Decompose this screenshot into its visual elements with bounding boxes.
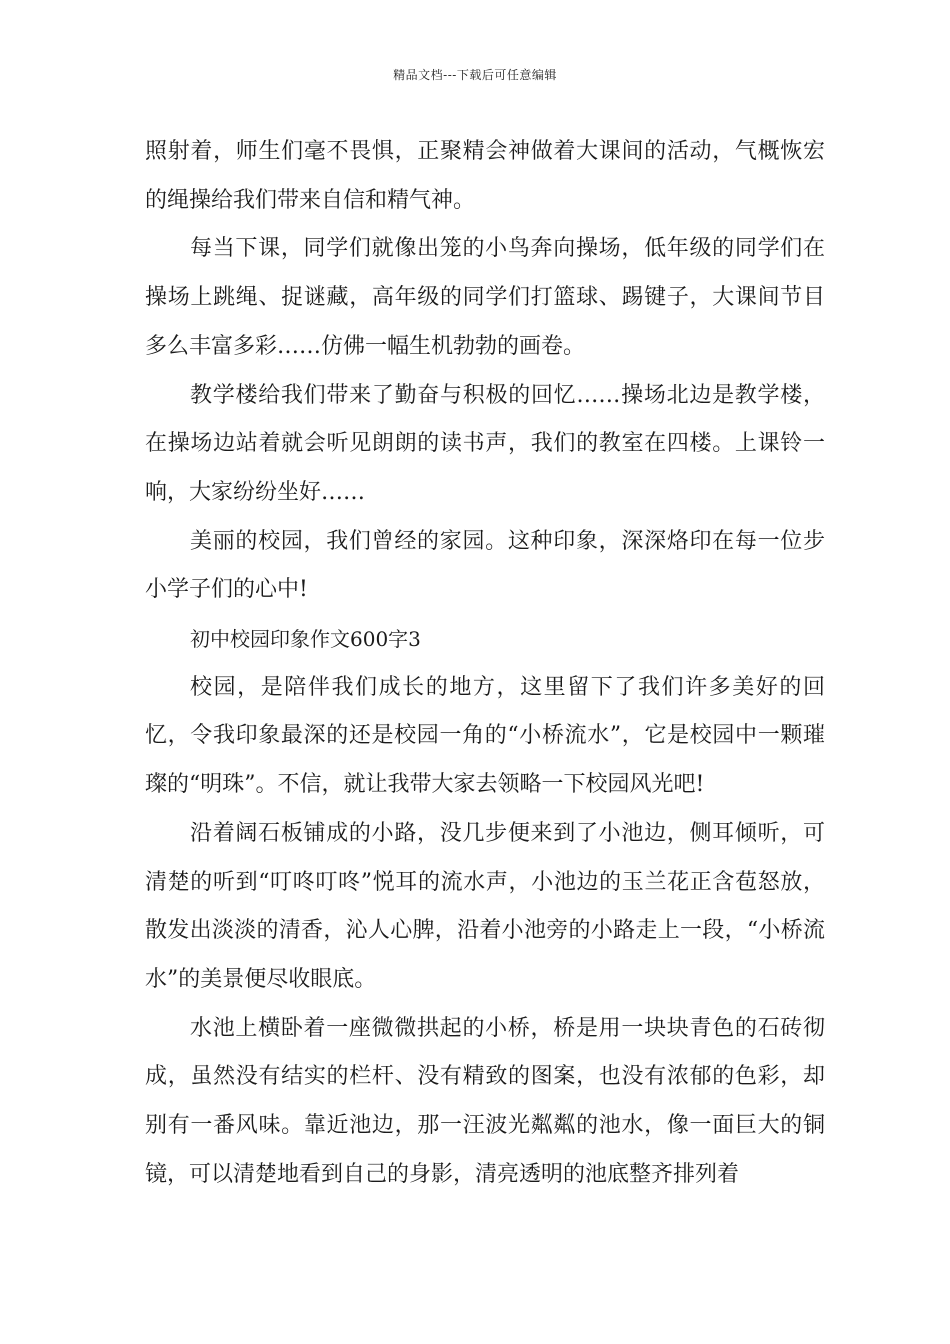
paragraph-intro: 校园，是陪伴我们成长的地方，这里留下了我们许多美好的回忆，令我印象最深的还是校园一角的“小桥流水”，它是校园中一颗璀璨的“明珠”。不信，就让我带大家去领略一下校园风光吧! bbox=[145, 674, 825, 798]
paragraph-conclusion: 美丽的校园，我们曾经的家园。这种印象，深深烙印在每一位步小学子们的心中! bbox=[145, 528, 825, 603]
paragraph-teaching-building: 教学楼给我们带来了勤奋与积极的回忆……操场北边是教学楼，在操场边站着就会听见朗朗的读书声，我们的教室在四楼。上课铃一响，大家纷纷坐好…… bbox=[145, 382, 825, 505]
paragraph-path: 沿着阔石板铺成的小路，没几步便来到了小池边，侧耳倾听，可清楚的听到“叮咚叮咚”悦耳的流水声，小池边的玉兰花正含苞怒放，散发出淡淡的清香，沁人心脾，沿着小池旁的小路走上一段，“小桥流水”的美景便尽收眼底。 bbox=[145, 820, 825, 992]
paragraph-bridge: 水池上横卧着一座微微拱起的小桥，桥是用一块块青色的石砖彻成，虽然没有结实的栏杆、没有精致的图案，也没有浓郁的色彩，却别有一番风味。靠近池边，那一汪波光粼粼的池水，像一面巨大的铜镜，可以清楚地看到自己的身影，清亮透明的池底整齐排列着 bbox=[145, 1015, 825, 1187]
paragraph-continued: 照射着，师生们毫不畏惧，正聚精会神做着大课间的活动，气概恢宏的绳操给我们带来自信和精气神。 bbox=[145, 139, 825, 213]
document-body bbox=[145, 128, 825, 1199]
essay-title: 初中校园印象作文600字3 bbox=[190, 627, 421, 652]
paragraph-recess: 每当下课，同学们就像出笼的小鸟奔向操场，低年级的同学们在操场上跳绳、捉谜藏，高年级的同学们打篮球、踢键子，大课间节目多么丰富多彩……仿佛一幅生机勃勃的画卷。 bbox=[145, 236, 825, 359]
page-header: 精品文档---下载后可任意编辑 bbox=[393, 68, 557, 82]
